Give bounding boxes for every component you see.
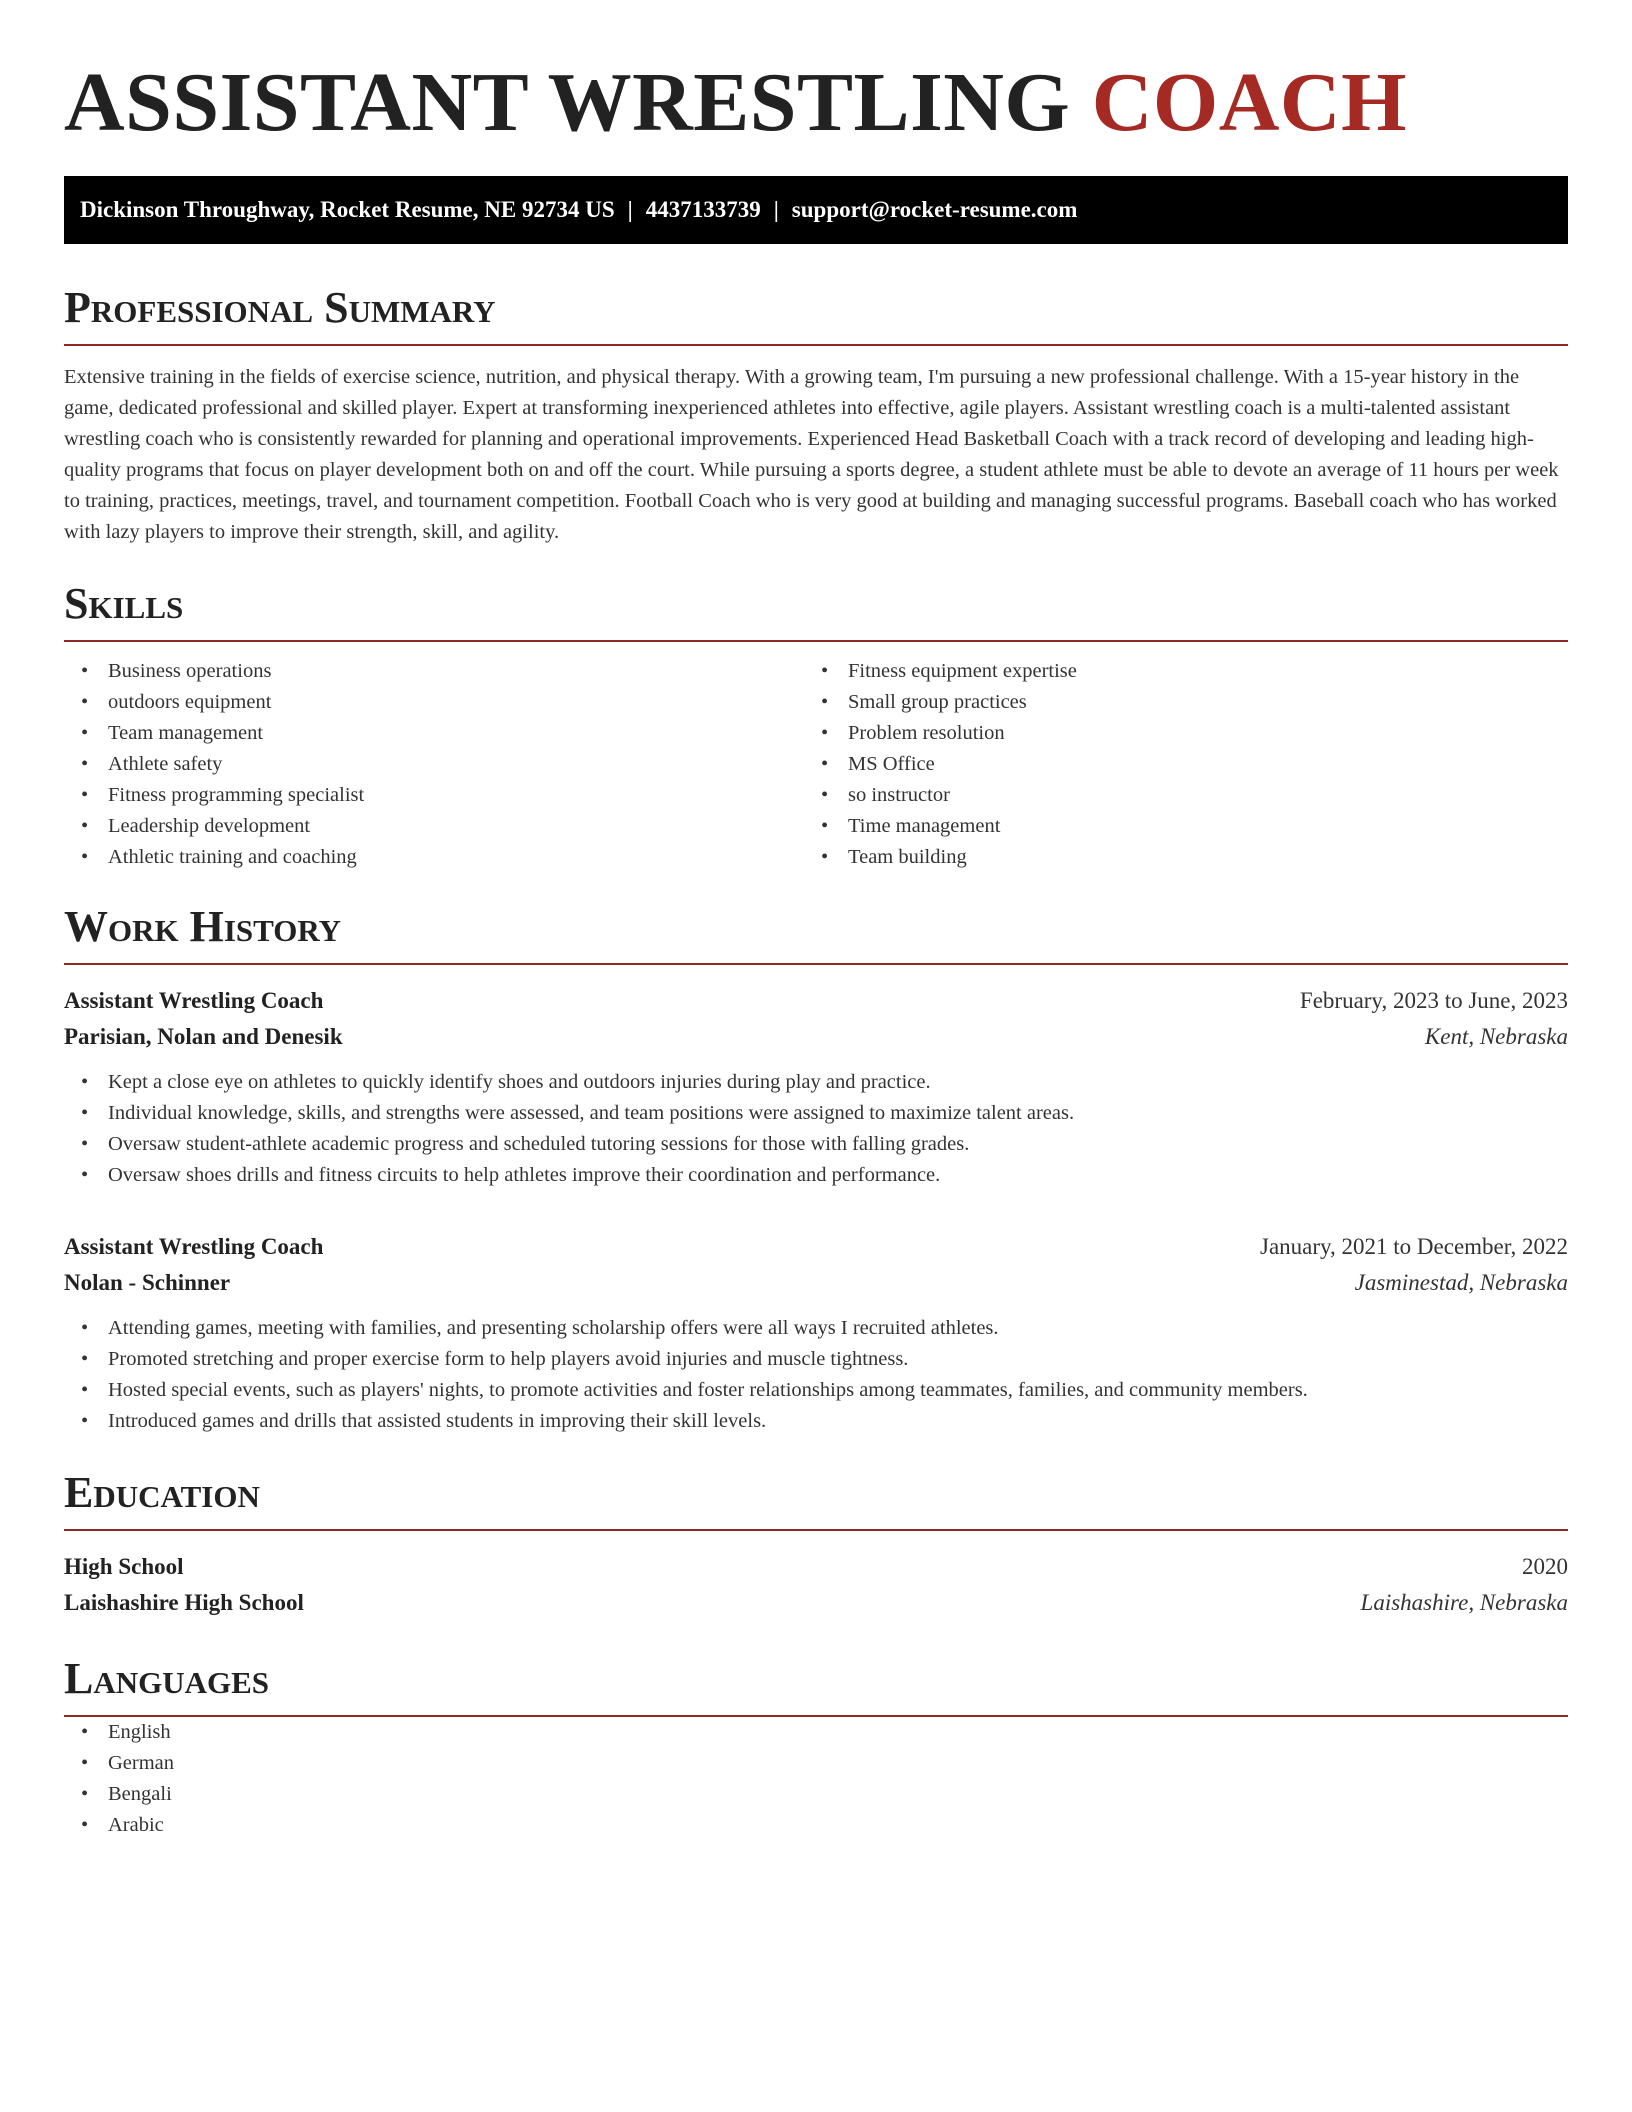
language-item: • German [64,1748,1568,1779]
job-dates: January, 2021 to December, 2022 [1260,1234,1568,1259]
skill-item: • Business operations [64,656,804,687]
job-duty: • Oversaw student-athlete academic progress and scheduled tutoring sessions for those with falling grades. [64,1129,1568,1160]
summary-section [64,282,1568,548]
education-location: Laishashire, Nebraska [1360,1590,1568,1615]
skill-item: • so instructor [804,780,1544,811]
education-entry [64,1549,1568,1621]
skills-columns [64,656,1568,873]
job-header-row [64,1229,1568,1265]
languages-section [64,1653,1568,1841]
skill-item: • Small group practices [804,687,1544,718]
job-company: Nolan - Schinner [64,1270,231,1295]
job-duty: • Introduced games and drills that assisted students in improving their skill levels. [64,1406,1568,1437]
education-school-row [64,1585,1568,1621]
skill-item: • Fitness equipment expertise [804,656,1544,687]
resume-title [64,58,1568,148]
languages-list [64,1717,1568,1841]
job-location: Jasminestad, Nebraska [1354,1270,1568,1295]
job-duty: • Promoted stretching and proper exercise form to help players avoid injuries and muscle tightness. [64,1344,1568,1375]
job-duty: • Kept a close eye on athletes to quickly identify shoes and outdoors injuries during play and practice. [64,1067,1568,1098]
work-heading: Work History [64,901,1568,965]
education-section [64,1467,1568,1621]
summary-text: Extensive training in the fields of exercise science, nutrition, and physical therapy. With a growing team, I'm pursuing a new professional challenge. With a 15-year history in the game, dedicated professional and skilled player. Expert at transforming inexperienced athletes into effective, agile players. Assistant wrestling coach is a multi-talented assistant wrestling coach who is consistently rewarded for planning and operational improvements. Experienced Head Basketball Coach with a track record of developing and leading high-quality programs that focus on player development both on and off the court. While pursuing a sports degree, a student athlete must be able to devote an average of 11 hours per week to training, practices, meetings, travel, and tournament competition. Football Coach who is very good at building and managing successful programs. Baseball coach who has worked with lazy players to improve their strength, skill, and agility. [64,366,1559,543]
contact-separator: | [627,197,633,222]
education-degree: High School [64,1554,184,1579]
education-year: 2020 [1522,1554,1568,1579]
skill-item: • Problem resolution [804,718,1544,749]
title-main: ASSISTANT WRESTLING [64,56,1071,149]
job-title: Assistant Wrestling Coach [64,988,324,1013]
job-company-row [64,1019,1568,1055]
contact-phone[interactable]: 4437133739 [645,197,761,222]
language-item: • Bengali [64,1779,1568,1810]
summary-heading: Professional Summary [64,282,1568,346]
education-header-row [64,1549,1568,1585]
skills-section [64,578,1568,873]
contact-address: Dickinson Throughway, Rocket Resume, NE 92734 US [80,197,615,222]
skill-item: • Athlete safety [64,749,804,780]
skill-item: • Team building [804,842,1544,873]
job-location: Kent, Nebraska [1424,1024,1568,1049]
languages-heading: Languages [64,1653,1568,1717]
skills-heading: Skills [64,578,1568,642]
job-title: Assistant Wrestling Coach [64,1234,324,1259]
language-item: • English [64,1717,1568,1748]
skill-item: • Fitness programming specialist [64,780,804,811]
job-duty: • Oversaw shoes drills and fitness circuits to help athletes improve their coordination and performance. [64,1160,1568,1191]
job-entry [64,1229,1568,1437]
skill-item: • Time management [804,811,1544,842]
skill-item: • outdoors equipment [64,687,804,718]
title-accent: COACH [1091,56,1407,149]
work-section [64,901,1568,1437]
skill-item: • Team management [64,718,804,749]
job-company-row [64,1265,1568,1301]
job-duty: • Individual knowledge, skills, and strengths were assessed, and team positions were assigned to maximize talent areas. [64,1098,1568,1129]
job-dates: February, 2023 to June, 2023 [1299,988,1568,1013]
job-duties-list [64,1313,1568,1437]
resume-page [64,0,1568,1841]
job-duty: • Hosted special events, such as players' nights, to promote activities and foster relationships among teammates, families, and community members. [64,1375,1568,1406]
education-heading: Education [64,1467,1568,1531]
skill-item: • Leadership development [64,811,804,842]
skills-left-list [64,656,804,873]
job-entry [64,983,1568,1191]
contact-separator: | [773,197,779,222]
job-duties-list [64,1067,1568,1191]
skill-item: • Athletic training and coaching [64,842,804,873]
skill-item: • MS Office [804,749,1544,780]
job-company: Parisian, Nolan and Denesik [64,1024,343,1049]
education-school: Laishashire High School [64,1590,304,1615]
job-header-row [64,983,1568,1019]
contact-bar [64,176,1568,244]
job-duty: • Attending games, meeting with families, and presenting scholarship offers were all ways I recruited athletes. [64,1313,1568,1344]
language-item: • Arabic [64,1810,1568,1841]
skills-right-list [804,656,1544,873]
contact-email[interactable]: support@rocket-resume.com [791,197,1078,222]
